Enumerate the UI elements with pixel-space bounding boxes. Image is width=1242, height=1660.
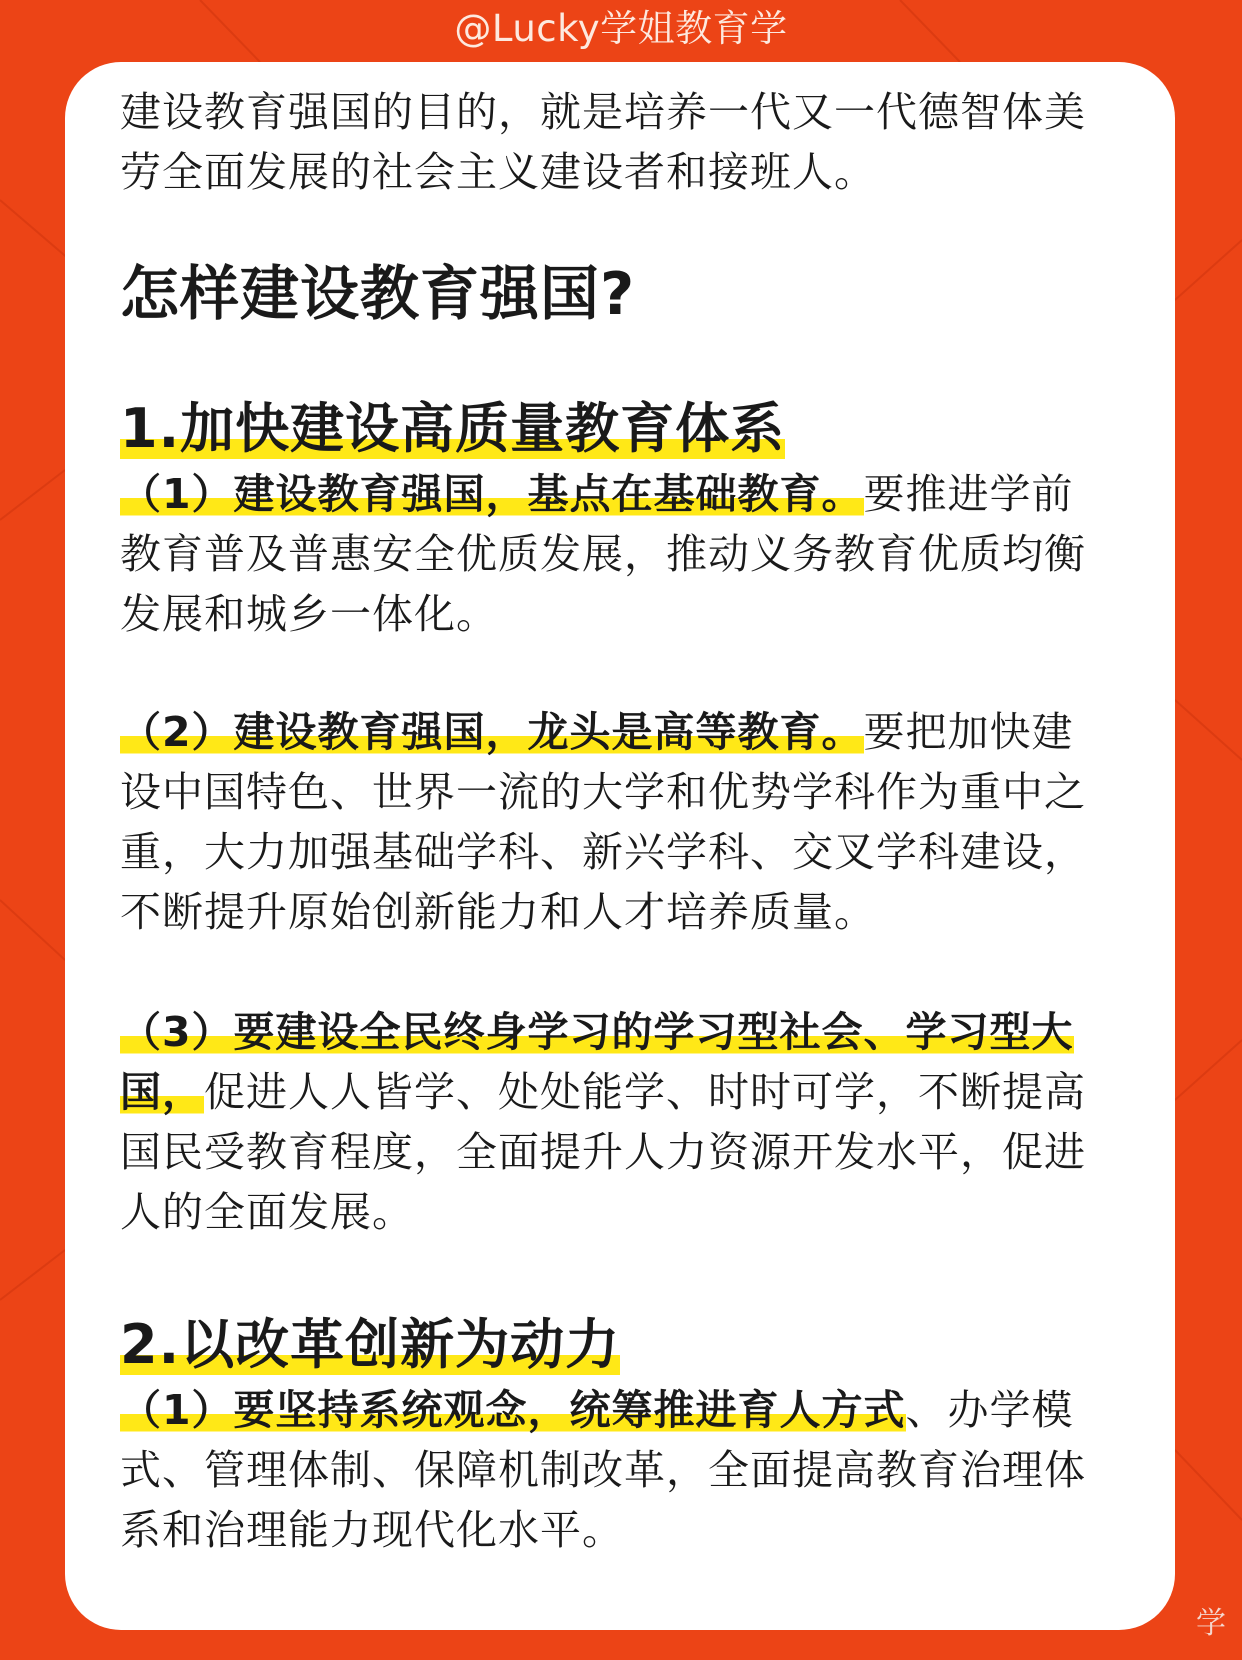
section-1-item-1-text: 要推进学前教育普及普惠安全优质发展，推动义务教育优质均衡发展和城乡一体化。 xyxy=(120,470,1086,638)
section-2-item-1-text: 、办学模式、管理体制、保障机制改革，全面提高教育治理体系和治理能力现代化水平。 xyxy=(120,1386,1086,1554)
section-1 xyxy=(120,394,1115,1242)
page-title: 怎样建设教育强国? xyxy=(120,259,636,328)
section-1-item-2-highlight: （2）建设教育强国，龙头是高等教育。 xyxy=(120,708,864,756)
section-1-item-1 xyxy=(120,464,1115,644)
account-watermark: @Lucky学姐教育学 xyxy=(454,7,788,50)
section-1-item-3-highlight: （3）要建设全民终身学习的学习型社会、学习型大国， xyxy=(120,1008,1074,1116)
section-1-item-3 xyxy=(120,1002,1115,1242)
section-1-title: 1.加快建设高质量教育体系 xyxy=(120,394,785,464)
bottom-watermark: 学 xyxy=(1196,1606,1228,1641)
section-2-item-1 xyxy=(120,1380,1115,1560)
section-1-item-2-text: 要把加快建设中国特色、世界一流的大学和优势学科作为重中之重，大力加强基础学科、新兴学科、交叉学科建设，不断提升原始创新能力和人才培养质量。 xyxy=(120,708,1086,936)
content-card xyxy=(65,62,1175,1630)
section-2 xyxy=(120,1310,1115,1560)
section-1-item-3-text: 促进人人皆学、处处能学、时时可学，不断提高国民受教育程度，全面提升人力资源开发水平，促进人的全面发展。 xyxy=(120,1068,1086,1236)
intro-paragraph: 建设教育强国的目的，就是培养一代又一代德智体美劳全面发展的社会主义建设者和接班人。 xyxy=(120,88,1086,196)
section-2-title: 2.以改革创新为动力 xyxy=(120,1310,620,1380)
section-1-item-1-highlight: （1）建设教育强国，基点在基础教育。 xyxy=(120,470,864,518)
section-2-item-1-highlight: （1）要坚持系统观念，统筹推进育人方式 xyxy=(120,1386,906,1434)
section-1-item-2 xyxy=(120,702,1115,942)
